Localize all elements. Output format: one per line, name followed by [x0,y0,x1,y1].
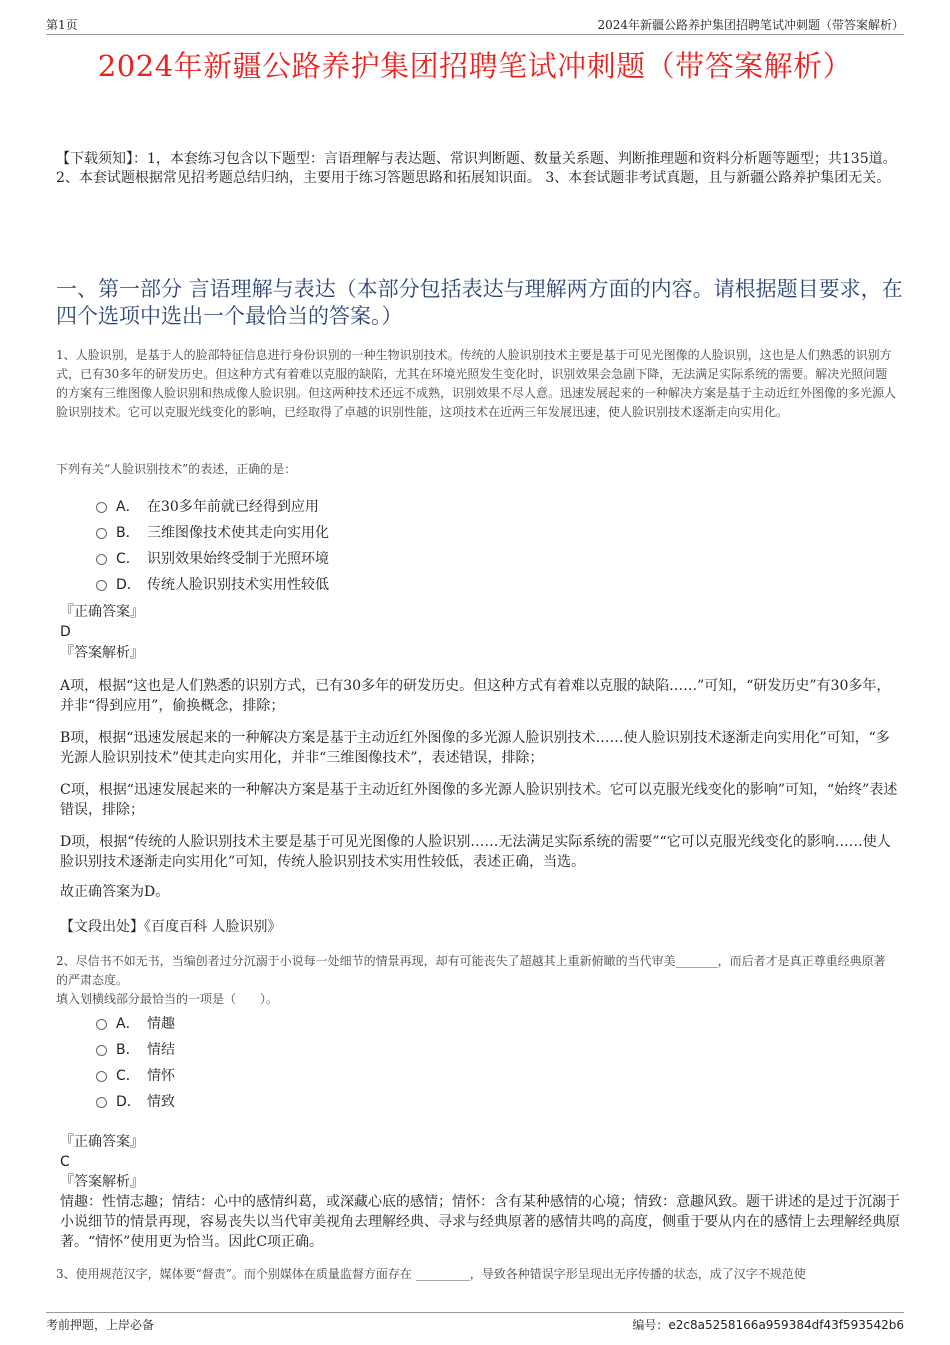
q2-option-c[interactable]: C． 情怀 [96,1063,596,1089]
download-notice: 【下载须知】：1，本套练习包含以下题型：言语理解与表达题、常识判断题、数量关系题、判断推理题和资料分析题等题型；共135道。 2、本套试题根据常见招考题总结归纳，主要用于练习答题思路和拓展知识面。 3、本套试题非考试真题，且与新疆公路养护集团无关。 [56,151,897,186]
q1-analysis-d: D项，根据“传统的人脸识别技术主要是基于可见光图像的人脸识别……无法满足实际系统的需要”“它可以克服光线变化的影响……使人脸识别技术逐渐走向实用化”可知，传统人脸识别技术实用性较低，表述正确，当选。 [60,834,891,870]
radio-icon[interactable] [96,1071,107,1082]
q1-answer: D [60,624,71,640]
q2-option-b[interactable]: B． 情结 [96,1037,596,1063]
q1-option-a[interactable]: A． 在30多年前就已经得到应用 [96,494,596,520]
q1-stem: 1、人脸识别，是基于人的脸部特征信息进行身份识别的一种生物识别技术。传统的人脸识别技术主要是基于可见光图像的人脸识别，这也是人们熟悉的识别方式，已有30多年的研发历史。但这种方式有着难以克服的缺陷，尤其在环境光照发生变化时，识别效果会急剧下降，无法满足实际系统的需要。解决光照问题的方案有三维图像人脸识别和热成像人脸识别。但这两种技术还远不成熟，识别效果不尽人意。迅速发展起来的一种解决方案是基于主动近红外图像的多光源人脸识别技术。它可以克服光线变化的影响，已经取得了卓越的识别性能，这项技术在近两三年发展迅速，使人脸识别技术逐渐走向实用化。 [56,348,897,419]
radio-icon[interactable] [96,554,107,565]
radio-icon[interactable] [96,502,107,513]
radio-icon[interactable] [96,1097,107,1108]
page-title: 2024年新疆公路养护集团招聘笔试冲刺题（带答案解析） [97,49,853,83]
q2-option-a[interactable]: A． 情趣 [96,1011,596,1037]
q2-stem: 2、尽信书不如无书，当编创者过分沉溺于小说每一处细节的情景再现，却有可能丧失了超越其上重新俯瞰的当代审美_______，而后者才是真正尊重经典原著的严肃态度。 [56,954,886,987]
q1-analysis-a: A项，根据“这也是人们熟悉的识别方式，已有30多年的研发历史。但这种方式有着难以克服的缺陷……”可知，“研发历史”有30多年，并非“得到应用”，偷换概念，排除； [60,678,891,714]
q1-option-d[interactable]: D． 传统人脸识别技术实用性较低 [96,572,596,598]
q1-source: 【文段出处】《百度百科 人脸识别》 [60,919,282,935]
q2-ask: 填入划横线部分最恰当的一项是（ ）。 [56,992,279,1006]
footer-code: 编号：e2c8a5258166a959384df43f593542b6 [632,1318,904,1332]
q2-options [96,1011,596,1115]
page-footer [46,1312,904,1332]
section-heading: 一、第一部分 言语理解与表达（本部分包括表达与理解两方面的内容。请根据题目要求，在四个选项中选出一个最恰当的答案。） [56,277,903,328]
footer-slogan: 考前押题，上岸必备 [46,1318,155,1332]
header-doc-title: 2024年新疆公路养护集团招聘笔试冲刺题（带答案解析） [597,18,904,32]
q2-analysis-label: 『答案解析』 [60,1174,144,1190]
q3-stem: 3、使用规范汉字，媒体要“督责”。而个别媒体在质量监督方面存在 _________，导致各种错误字形呈现出无序传播的状态，成了汉字不规范使 [56,1267,806,1281]
radio-icon[interactable] [96,1019,107,1030]
page-number: 第1页 [46,18,78,32]
page-header [46,14,904,35]
q1-analysis-label: 『答案解析』 [60,645,144,661]
q2-answer: C [60,1154,70,1170]
q1-answer-label: 『正确答案』 [60,604,144,620]
radio-icon[interactable] [96,1045,107,1056]
q1-conclusion: 故正确答案为D。 [60,884,170,900]
q2-analysis: 情趣：性情志趣；情结：心中的感情纠葛，或深藏心底的感情；情怀：含有某种感情的心境；情致：意趣风致。题干讲述的是过于沉溺于小说细节的情景再现，容易丧失以当代审美视角去理解经典、寻求与经典原著的感情共鸣的高度，侧重于要从内在的感情上去理解经典原著。“情怀”使用更为恰当。因此C项正确。 [60,1194,900,1250]
q2-answer-label: 『正确答案』 [60,1134,144,1150]
q1-ask: 下列有关“人脸识别技术”的表述，正确的是： [56,462,297,476]
radio-icon[interactable] [96,528,107,539]
q1-analysis-b: B项，根据“迅速发展起来的一种解决方案是基于主动近红外图像的多光源人脸识别技术……使人脸识别技术逐渐走向实用化”可知，“多光源人脸识别技术”使其走向实用化，并非“三维图像技术”，表述错误，排除； [60,730,890,766]
q1-option-c[interactable]: C． 识别效果始终受制于光照环境 [96,546,596,572]
radio-icon[interactable] [96,580,107,591]
q1-analysis-c: C项，根据“迅速发展起来的一种解决方案是基于主动近红外图像的多光源人脸识别技术。它可以克服光线变化的影响”可知，“始终”表述错误，排除； [60,782,898,818]
q2-option-d[interactable]: D． 情致 [96,1089,596,1115]
q1-option-b[interactable]: B． 三维图像技术使其走向实用化 [96,520,596,546]
q1-options [96,494,596,598]
